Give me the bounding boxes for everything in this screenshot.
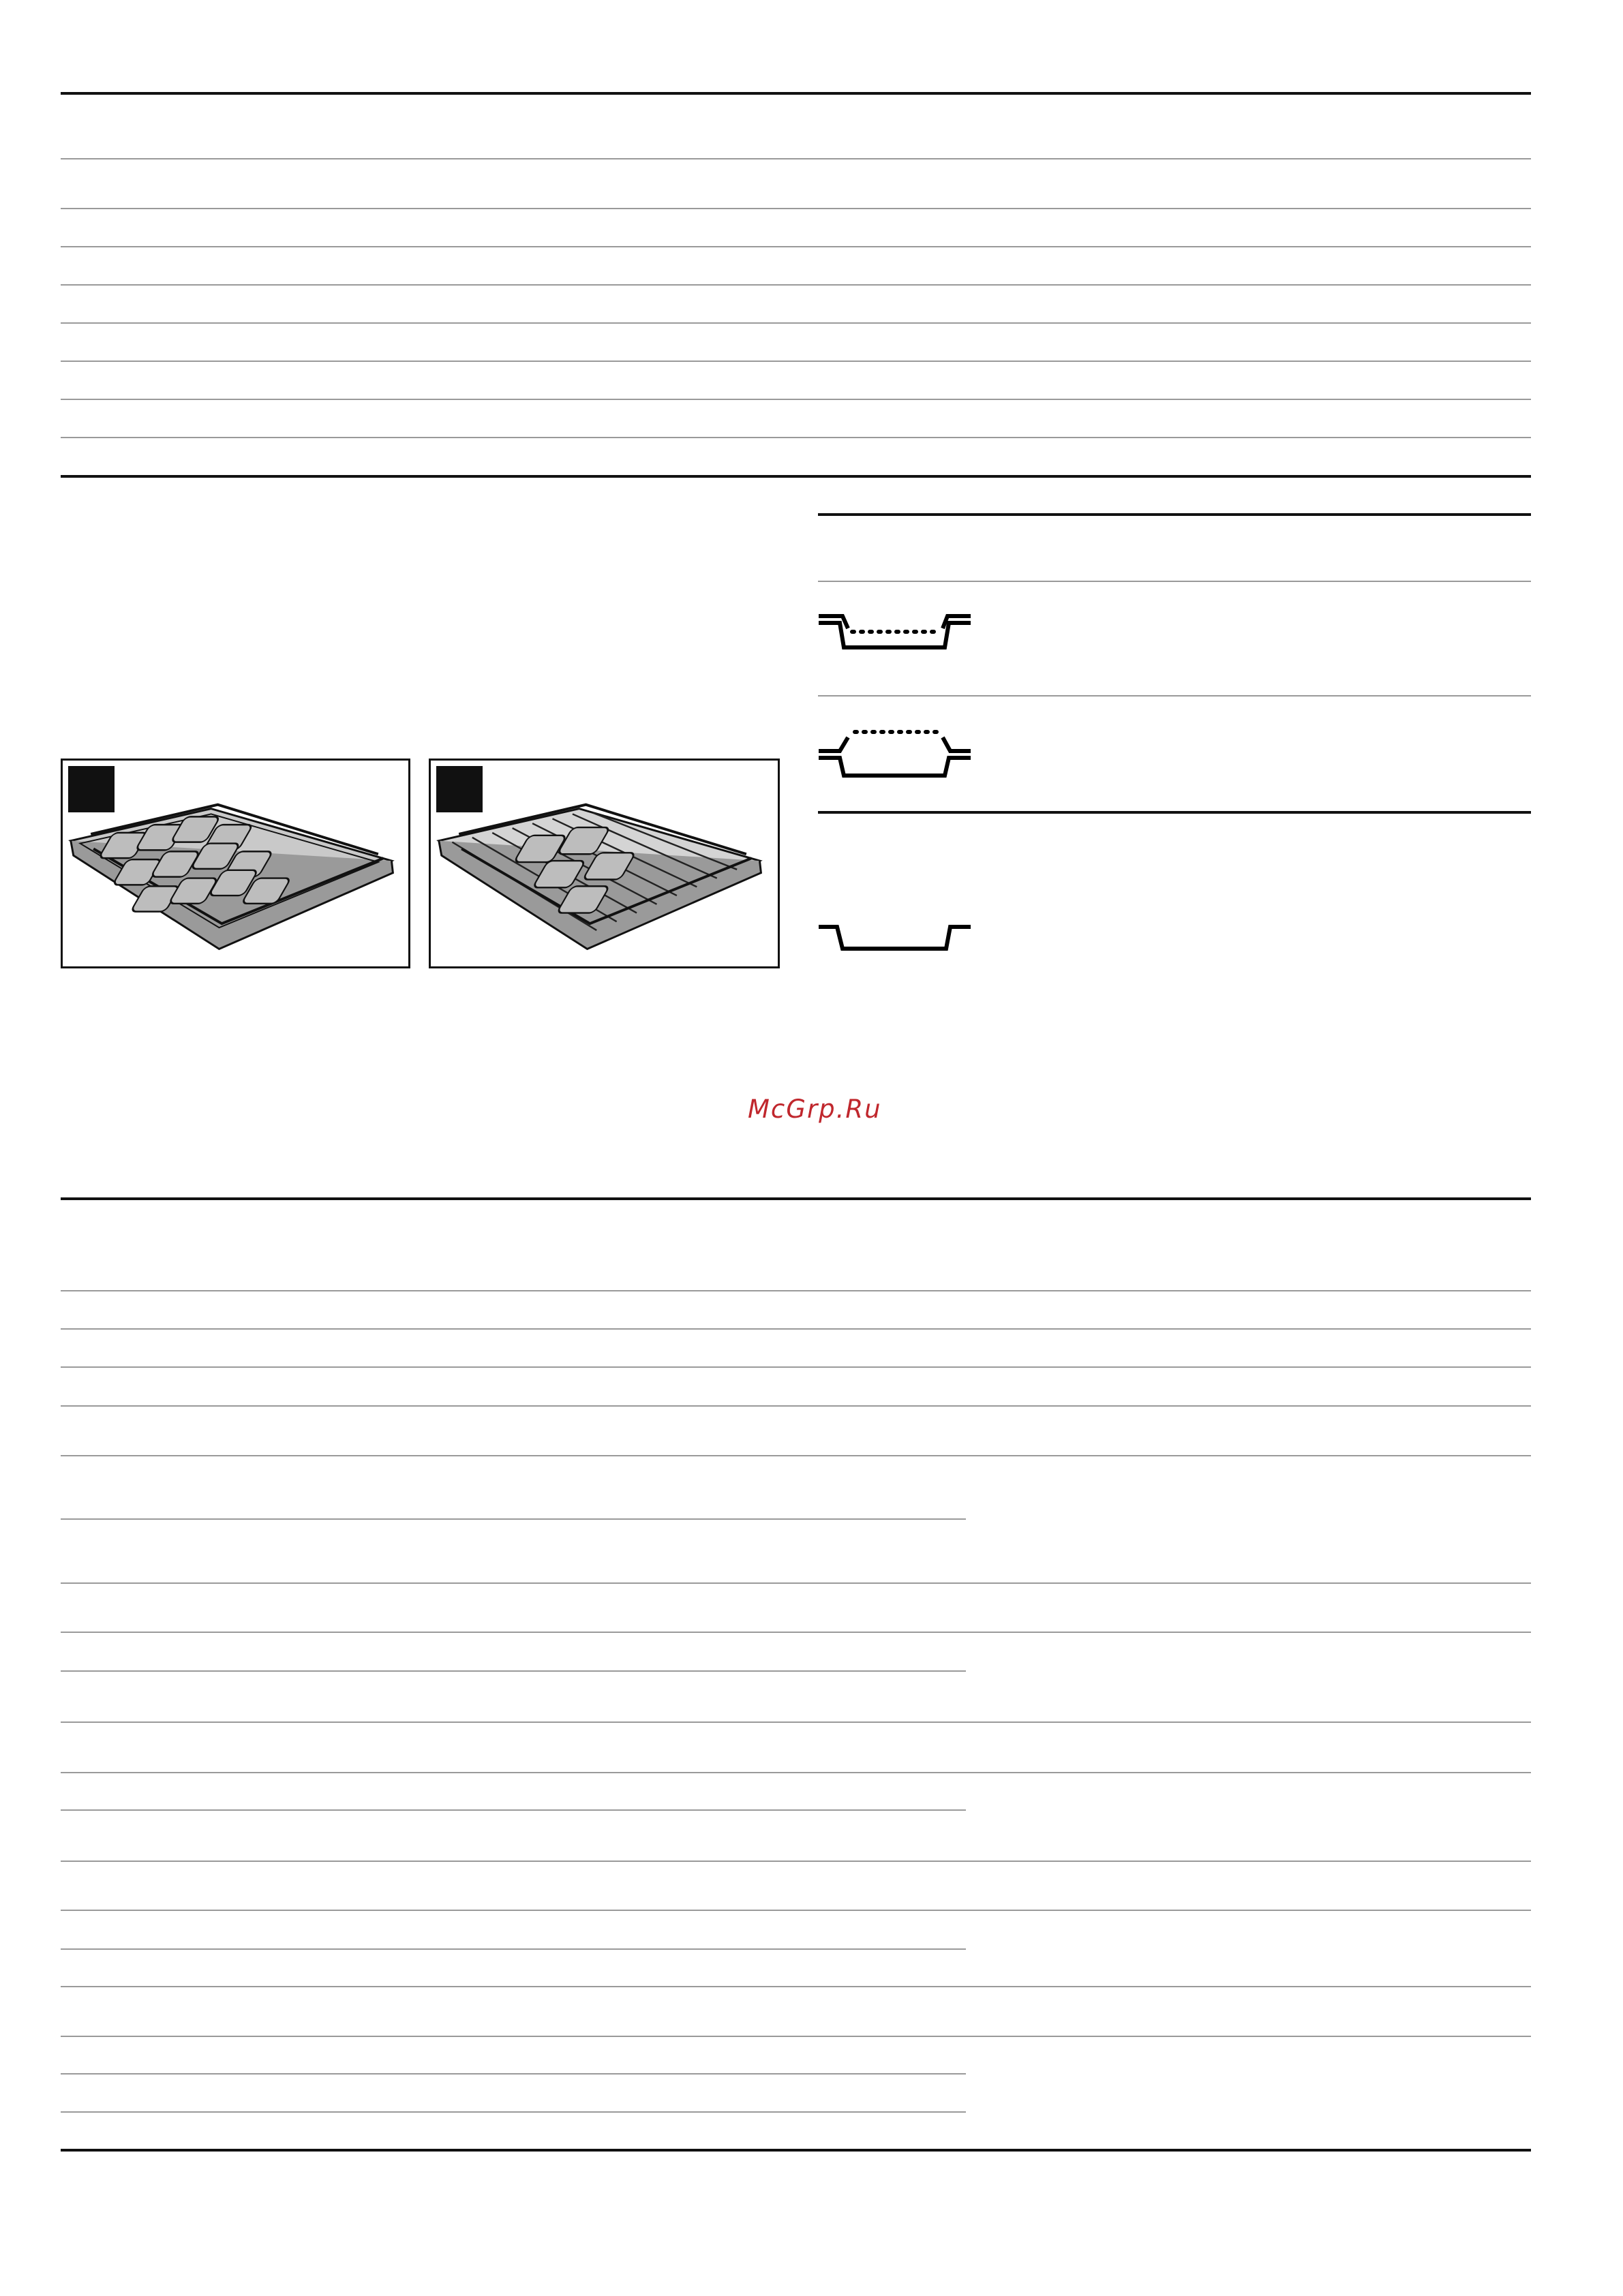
accessory-table-rule (818, 581, 1531, 582)
bottom-table-rule (61, 1670, 966, 1672)
top-table-rule (61, 437, 1531, 438)
bottom-table-rule (61, 1809, 966, 1811)
top-table-rule (61, 322, 1531, 324)
top-table-rule (61, 208, 1531, 209)
accessory-table-rule (818, 695, 1531, 697)
top-table-rule (61, 284, 1531, 286)
top-table-rule (61, 399, 1531, 400)
tray-with-wire-rack-below-icon (815, 609, 975, 657)
bottom-table-rule (61, 1721, 1531, 1723)
universal-pan-icon (815, 920, 975, 954)
bottom-table-rule (61, 1197, 1531, 1200)
bottom-table-rule (61, 1910, 1531, 1911)
top-table-rule (61, 361, 1531, 362)
bottom-table-rule (61, 2111, 966, 2113)
bottom-table-rule (61, 2036, 1531, 2037)
rack-illustration (431, 761, 778, 966)
bottom-table-rule (61, 1861, 1531, 1862)
accessory-table-rule (818, 513, 1531, 516)
top-table-rule (61, 158, 1531, 159)
bottom-table-rule (61, 1632, 1531, 1633)
figure-b-rack-with-slices (429, 759, 780, 968)
bottom-table-rule (61, 1948, 966, 1950)
bottom-table-rule (61, 2149, 1531, 2152)
figure-a-tray-with-slices (61, 759, 410, 968)
top-table-rule (61, 92, 1531, 95)
bottom-table-rule (61, 1772, 1531, 1773)
bottom-table-rule (61, 1290, 1531, 1291)
bottom-table-rule (61, 1366, 1531, 1368)
tray-illustration (63, 761, 408, 966)
bottom-table-rule (61, 1518, 966, 1520)
bottom-table-rule (61, 1986, 1531, 1987)
bottom-table-rule (61, 1582, 1531, 1584)
bottom-table-rule (61, 1405, 1531, 1407)
watermark-text: McGrp.Ru (748, 1095, 882, 1124)
tray-with-wire-rack-above-icon (815, 722, 975, 784)
bottom-table-rule (61, 1455, 1531, 1456)
bottom-table-rule (61, 2073, 966, 2075)
top-table-rule (61, 475, 1531, 478)
accessory-table-rule (818, 811, 1531, 814)
bottom-table-rule (61, 1328, 1531, 1330)
top-table-rule (61, 246, 1531, 247)
